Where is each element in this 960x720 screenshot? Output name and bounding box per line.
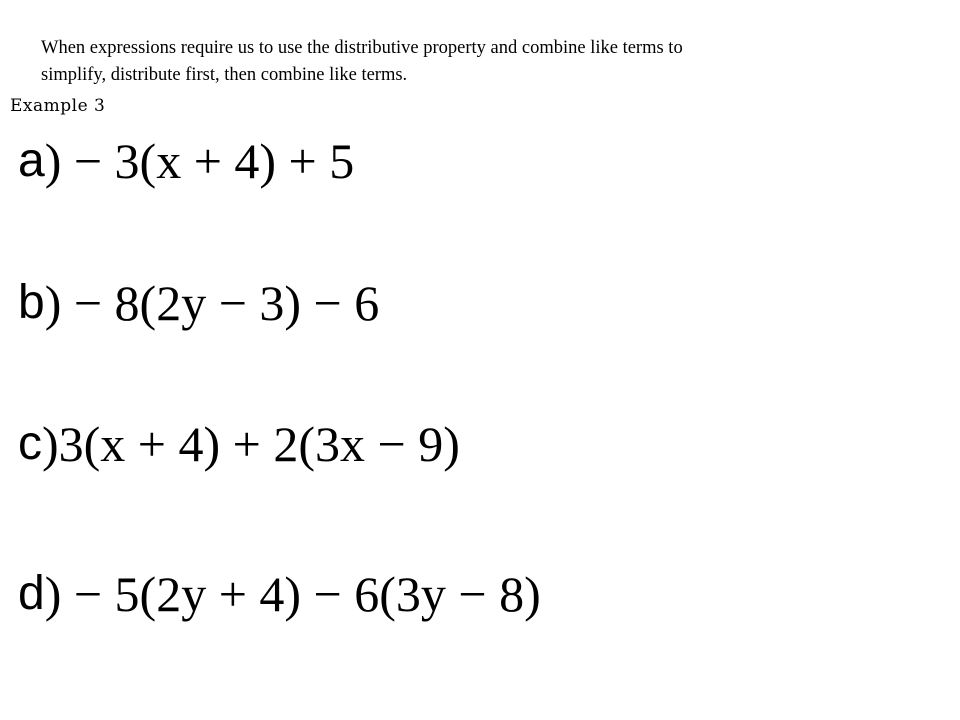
problem-b-expression: ) − 8(2y − 3) − 6: [44, 275, 380, 331]
problem-d: [18, 563, 541, 625]
intro-text: [41, 35, 901, 89]
problem-c-letter: c: [18, 417, 42, 470]
problem-c-expression: )3(x + 4) + 2(3x − 9): [42, 416, 460, 472]
intro-line-1: When expressions require us to use the distributive property and combine like terms to: [41, 38, 683, 58]
problem-b: [18, 272, 379, 334]
problem-a-expression: ) − 3(x + 4) + 5: [44, 133, 355, 189]
problem-c: [18, 413, 460, 475]
intro-line-2: simplify, distribute first, then combine like terms.: [41, 65, 408, 85]
problem-a-letter: a: [18, 134, 45, 187]
problem-d-letter: d: [18, 567, 45, 620]
problem-b-letter: b: [18, 276, 45, 329]
problem-a: [18, 130, 354, 192]
problem-d-expression: ) − 5(2y + 4) − 6(3y − 8): [44, 566, 541, 622]
example-label: Example 3: [10, 96, 106, 116]
